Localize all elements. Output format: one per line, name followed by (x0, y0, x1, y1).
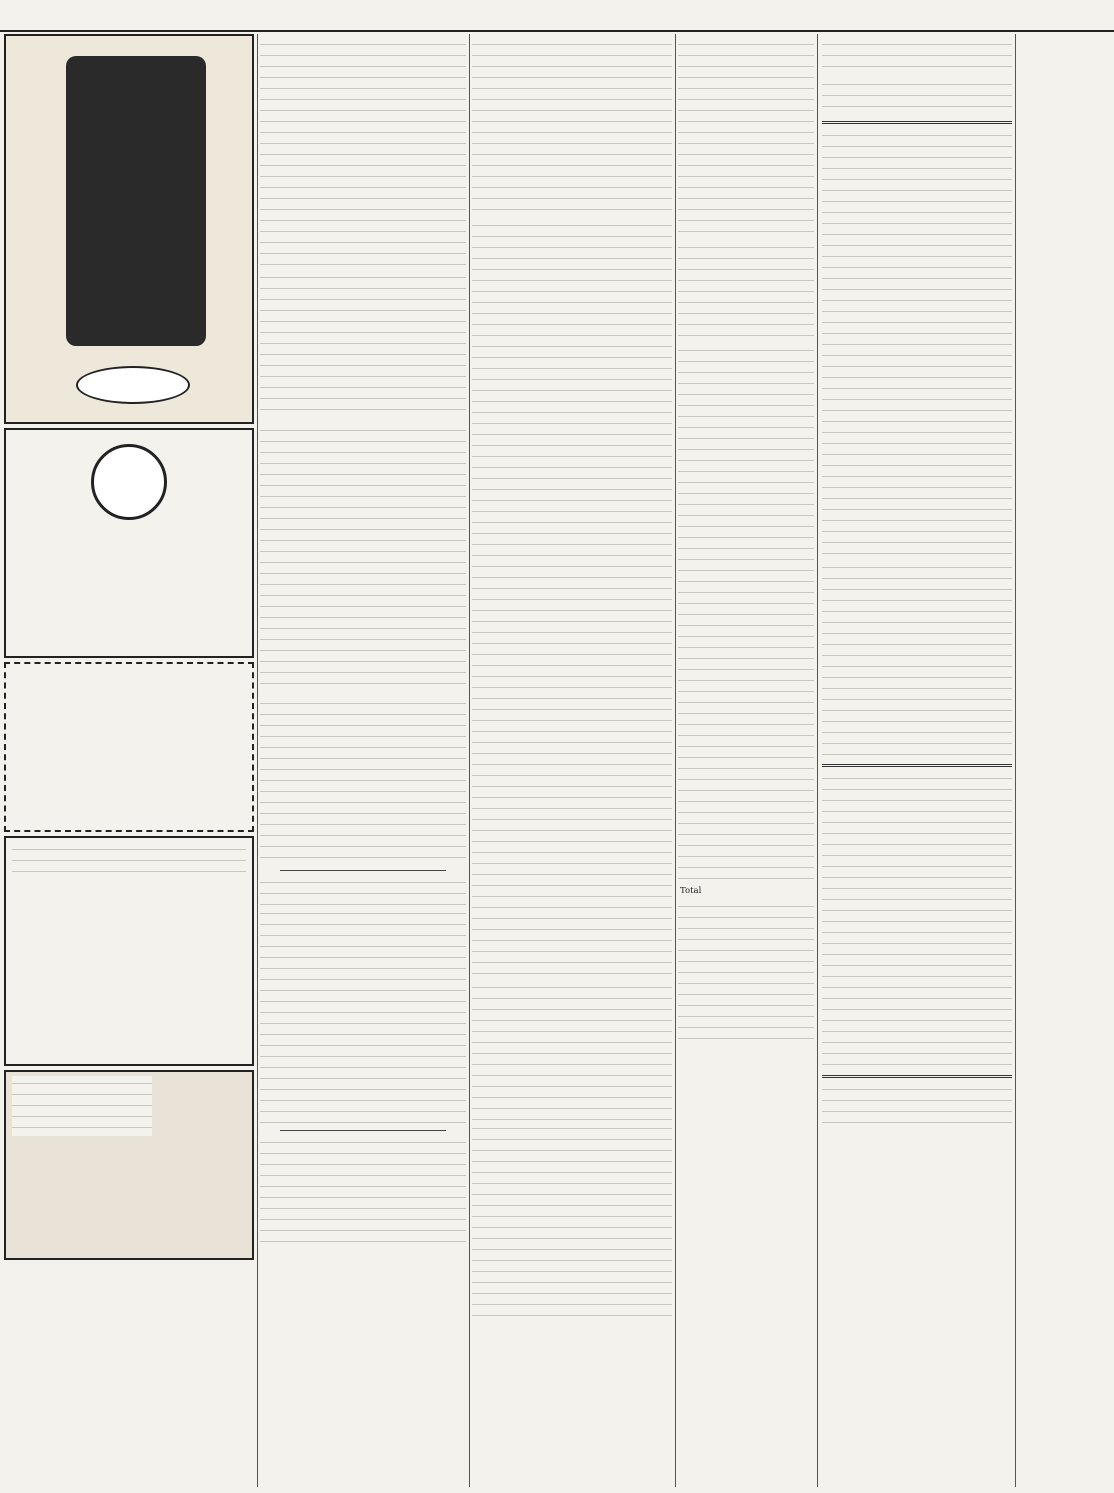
ad-text (822, 128, 1012, 358)
ad-text (822, 771, 1012, 1071)
ad-text (822, 37, 1012, 77)
mixed-column (822, 34, 1012, 1487)
weather-table: Total (678, 886, 814, 896)
ad-text (822, 359, 1012, 559)
ad-text (822, 1082, 1012, 1132)
ad-text (822, 560, 1012, 760)
ad-text (822, 77, 1012, 117)
